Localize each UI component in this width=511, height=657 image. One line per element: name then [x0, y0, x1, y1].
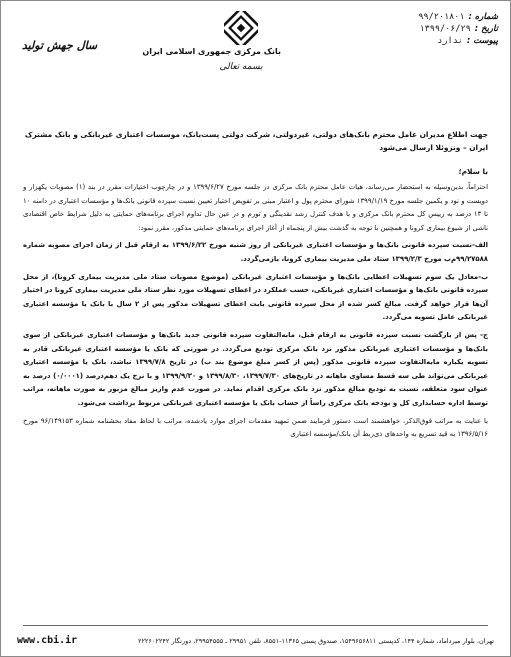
letter-attachment-label: پیوست :	[466, 36, 498, 46]
paragraph-intro: احتراماً، بدین‌وسیله به استحضار می‌رساند، هیات عامل محترم بانک مرکزی در جلسه مورخ ۱۳۹۹/۶/۲۷ و در چارچوب اختیارات مقرر در بند (۱) مصوبات یکهزار و دویست و نود و یکمین جلسه مورخ ۱۳۹۹/۱/۱۹ شورای محترم پول و اعتبار مبنی بر تفویض اختیار تعیین نسبت سپرده قانونی بانک‌ها و مؤسسات اعتباری در دامنه ۱۰ تا ۱۳ درصد به رییس کل محترم بانک مرکزی و با هدف کنترل رشد نقدینگی و تورم و در عین حال تداوم اجرای برنامه‌های حمایتی به دلیل شرایط خاص اقتصادی ناشی از شیوع بیماری کرونا و همچنین با توجه به گذشت بیش از پنجماه از آغاز اجرای برنامه‌های حمایتی مذکور، مقرر نمود:	[23, 183, 488, 232]
letter-date-value: ۱۳۹۹/۰۶/۲۹	[419, 24, 471, 34]
bank-name: بانک مرکزی جمهوری اسلامی ایران	[142, 47, 281, 56]
website-link[interactable]: www.cbi.ir	[17, 635, 78, 646]
letter-number-row	[378, 11, 498, 23]
letter-date-row	[378, 23, 498, 35]
letter-attachment-value: ندارد	[437, 36, 463, 46]
paragraph-closing: با عنایت به مراتب فوق‌الذکر، خواهشمند است دستور فرمایند ضمن تمهید مقدمات اجرای موارد یادشده، مراتب با لحاظ مفاد بخشنامه شماره ۹۶/۱۴۹۱۵۳ مورخ ۱۳۹۶/۵/۱۶ به قید تسریع به واحدهای ذی‌ربط آن بانک/مؤسسه اعتباری	[23, 416, 488, 439]
letter-number-value: ۹۹/۲۰۱۸۰۱	[418, 12, 465, 22]
footer-address: تهران، بلوار میرداماد، شماره ۱۴۴، کدپستی ۱۵۴۹۶۵۶۸۱۱، صندوق پستی ۱۱۳۶۵-۸۵۵۱، تلفن ۲۹۹۵۱ ـ ۲۹۹۵۴۵۵۵، دورنگار ۲۲۲۶۰۲۲۴۲	[137, 636, 494, 645]
year-slogan: سال جهش تولید	[21, 39, 98, 52]
letter-number-label: شماره :	[468, 12, 498, 22]
letter-subject: جهت اطلاع مدیران عامل محترم بانک‌های دولتی، غیردولتی، شرکت دولتی پست‌بانک، موسسات اعتباری غیربانکی و بانک مشترک ایران – ونزوئلا ارسال می‌شود	[24, 130, 488, 152]
salutation: با سلام؛	[458, 167, 488, 176]
central-bank-emblem-icon	[224, 11, 258, 45]
letter-attachment-row	[378, 35, 498, 47]
letter-date-label: تاریخ :	[474, 24, 498, 34]
paragraph-jim: ج- پس از بازگشت نسبت سپرده قانونی به ارقام قبل، مابه‌التفاوت سپرده قانونی جدید بانک‌ها و مؤسسات اعتباری غیربانکی از سوی بانک‌ها و مؤسسات اعتباری غیربانکی مذکور نزد بانک مرکزی تودیع می‌گردد. در صورتی که بانک یا مؤسسه اعتباری غیربانکی قادر به تسویه یکباره مابه‌التفاوت سپرده قانونی مذکور (پس از کسر مبلغ موضوع بند ب) در تاریخ ۱۳۹۹/۷/۸ نباشد، بانک یا مؤسسه اعتباری غیربانکی می‌تواند طی سه قسط مساوی ماهانه در تاریخ‌های ۱۳۹۹/۷/۳۰، ۱۳۹۹/۸/۳۰ و ۱۳۹۹/۹/۳۰ و با نرخ یک دهم‌درصد (۰/۰۰۰۱) درصد به عنوان سود متعلقه، نسبت به تودیع مبالغ مذکور نزد بانک مرکزی اقدام نماید. در صورت عدم واریز مبالغ مزبور به صورت ماهانه، مراتب توسط اداره حسابداری کل و بودجه بانک مرکزی راساً از حساب بانک یا مؤسسه اعتباری غیربانکی مربوط برداشت می‌شود.	[23, 330, 488, 407]
central-bank-logo	[142, 11, 281, 72]
letter-footer	[17, 635, 494, 646]
letter-metadata	[378, 11, 498, 47]
paragraph-be: ب-معادل یک سوم تسهیلات اعطایی بانک‌ها و مؤسسات اعتباری غیربانکی (موضوع مصوبات ستاد ملی مدیریت بیماری کرونا)، از محل سپرده قانونی بانک‌ها و مؤسسات اعتباری غیربانکی، حسب عملکرد در اعطای تسهیلات مورد نظر ستاد ملی مدیریت بیماری کرونا در اختیار آن‌ها قرار خواهد گرفت. مبالغ کسر شده از محل سپرده قانونی بابت اعطای تسهیلات مذکور پس از ۲ سال با بانک یا مؤسسه اعتباری غیربانکی عامل تسویه می‌گردد.	[23, 272, 488, 322]
letter-body	[23, 181, 488, 446]
paragraph-alef: الف-نسبت سپرده قانونی بانک‌ها و مؤسسات اعتباری غیربانکی از روز شنبه مورخ ۱۳۹۹/۶/۲۲ به ارقام قبل از زمان اجرای مصوبه شماره ۹۹/۲۷۵۸۸م‌ب مورخ ۱۳۹۹/۲/۳ ستاد ملی مدیریت بیماری کرونا، بازمی‌گردد.	[23, 241, 488, 263]
footer-divider	[23, 625, 488, 626]
invocation-mark: بسمه تعالی	[219, 62, 263, 72]
